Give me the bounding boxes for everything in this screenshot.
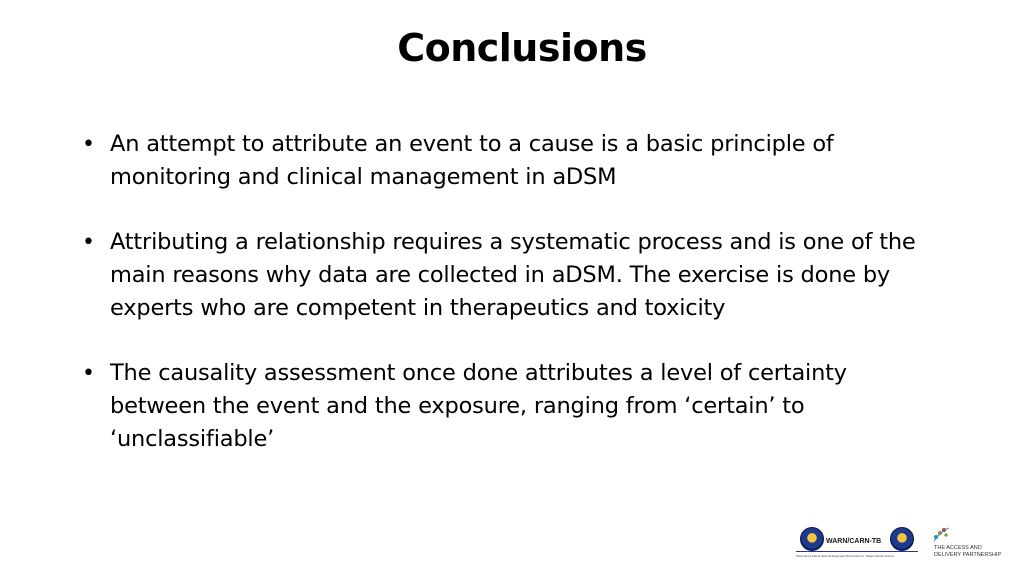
bullet-dot-icon: • — [82, 361, 95, 386]
footer-logos — [794, 523, 1002, 567]
bullet-item — [82, 357, 922, 456]
warn-logo-text: WARN/CARN-TB — [826, 538, 882, 545]
adp-line-1: THE ACCESS AND — [934, 545, 982, 551]
slide-title: Conclusions — [397, 26, 647, 70]
bullet-list — [82, 128, 922, 456]
bullet-text: Attributing a relationship requires a systematic process and is one of the main reasons why data are collected in aDSM. The exercise is done by experts who are competent in therapeutics and toxicity — [110, 229, 916, 321]
warn-subtitle: West and Central African Regional Networks for Tuberculosis control — [796, 554, 894, 558]
bullet-item — [82, 226, 922, 325]
adp-logo-text — [934, 545, 1001, 558]
adp-line-2: DELIVERY PARTNERSHIP — [934, 551, 1002, 558]
adp-logo-icon — [932, 525, 950, 543]
seal-icon — [890, 527, 914, 551]
bullet-dot-icon: • — [82, 230, 95, 255]
bullet-dot-icon: • — [82, 132, 95, 157]
divider — [796, 551, 918, 552]
bullet-text: An attempt to attribute an event to a cause is a basic principle of monitoring and clinical management in aDSM — [110, 131, 834, 190]
seal-icon — [800, 527, 824, 551]
bullet-item — [82, 128, 922, 194]
bullet-text: The causality assessment once done attributes a level of certainty between the event and the exposure, ranging from ‘certain’ to ‘unclassifiable’ — [110, 360, 847, 452]
